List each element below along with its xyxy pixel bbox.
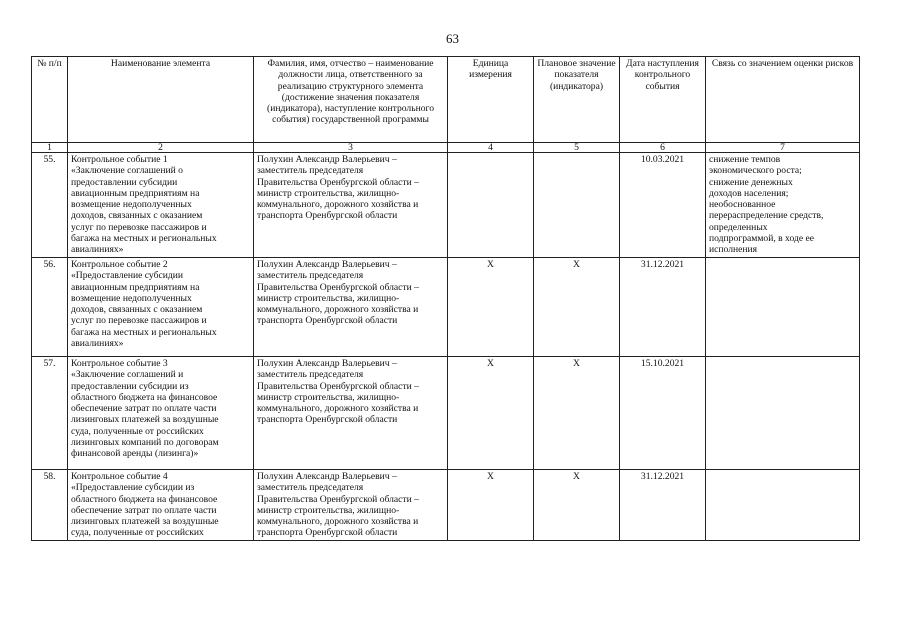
event-date-cell: 31.12.2021	[620, 258, 706, 357]
element-line: областного бюджета на финансовое	[71, 391, 218, 403]
element-line: «Заключение соглашений о	[71, 165, 183, 177]
header-risk: Связь со значением оценки рисков	[706, 57, 860, 143]
table-row	[32, 357, 860, 470]
risk-line: экономического роста;	[709, 165, 802, 177]
element-line: Контрольное событие 1	[71, 154, 168, 165]
element-line: Контрольное событие 2	[71, 259, 168, 270]
element-line: авиационным предприятиям на	[71, 187, 200, 199]
responsible-line: коммунального, дорожного хозяйства и	[257, 199, 419, 211]
element-line: «Предоставление субсидии из	[71, 482, 195, 494]
element-line: лизинговых компаний по договорам	[71, 437, 219, 449]
header-date: Дата наступления контрольного события	[620, 57, 706, 143]
element-line: багажа на местных и региональных	[71, 233, 217, 245]
element-name-cell	[68, 153, 254, 258]
element-line: предоставлении субсидии	[71, 176, 178, 188]
control-events-table	[31, 56, 860, 541]
element-line: «Предоставление субсидии	[71, 270, 183, 282]
responsible-line: Правительства Оренбургской области –	[257, 380, 419, 392]
responsible-line: министр строительства, жилищно-	[257, 187, 400, 199]
responsible-line: коммунального, дорожного хозяйства и	[257, 403, 419, 415]
element-line: авиационным предприятиям на	[71, 281, 200, 293]
element-line: суда, полученные от российских	[71, 425, 204, 437]
plan-value-cell: X	[534, 470, 620, 541]
header-plan: Плановое значение показателя (индикатора)	[534, 57, 620, 143]
table-row	[32, 470, 860, 541]
risk-link-cell	[706, 153, 860, 258]
unit-cell: X	[448, 357, 534, 470]
header-num: № п/п	[32, 57, 68, 143]
element-line: Контрольное событие 4	[71, 471, 168, 482]
event-date-cell: 15.10.2021	[620, 357, 706, 470]
responsible-line: коммунального, дорожного хозяйства и	[257, 304, 419, 316]
element-line: услуг по перевозке пассажиров и	[71, 221, 207, 233]
element-name-cell	[68, 258, 254, 357]
column-number: 5	[534, 143, 620, 153]
risk-link-cell	[706, 470, 860, 541]
element-line: доходов, связанных с оказанием	[71, 304, 203, 316]
element-line: суда, полученные от российских	[71, 527, 204, 539]
responsible-line: транспорта Оренбургской области	[257, 210, 398, 222]
event-date-cell: 31.12.2021	[620, 470, 706, 541]
element-line: обеспечение затрат по оплате части	[71, 403, 217, 415]
row-number: 56.	[32, 258, 68, 357]
responsible-line: министр строительства, жилищно-	[257, 292, 400, 304]
responsible-line: заместитель председателя	[257, 270, 364, 282]
element-name-cell	[68, 470, 254, 541]
responsible-line: транспорта Оренбургской области	[257, 527, 398, 539]
element-line: возмещение недополученных	[71, 292, 192, 304]
element-line: областного бюджета на финансовое	[71, 493, 218, 505]
risk-link-cell	[706, 357, 860, 470]
responsible-line: министр строительства, жилищно-	[257, 504, 400, 516]
column-number: 3	[254, 143, 448, 153]
row-number: 58.	[32, 470, 68, 541]
table-row	[32, 258, 860, 357]
risk-line: исполнения	[709, 244, 758, 256]
element-line: авиалиниях»	[71, 244, 124, 256]
responsible-line: транспорта Оренбургской области	[257, 315, 398, 327]
responsible-line: коммунального, дорожного хозяйства и	[257, 516, 419, 528]
column-number: 1	[32, 143, 68, 153]
element-line: авиалиниях»	[71, 338, 124, 350]
element-line: возмещение недополученных	[71, 199, 192, 211]
responsible-line: Полухин Александр Валерьевич –	[257, 259, 397, 270]
responsible-line: заместитель председателя	[257, 482, 364, 494]
element-line: багажа на местных и региональных	[71, 326, 217, 338]
risk-link-cell	[706, 258, 860, 357]
responsible-line: заместитель председателя	[257, 165, 364, 177]
responsible-line: Правительства Оренбургской области –	[257, 176, 419, 188]
risk-line: доходов населения;	[709, 187, 789, 199]
header-unit: Единица измерения	[448, 57, 534, 143]
unit-cell: X	[448, 258, 534, 357]
row-number: 57.	[32, 357, 68, 470]
element-line: лизинговых платежей за воздушные	[71, 516, 219, 528]
risk-line: определенных	[709, 221, 768, 233]
column-number: 4	[448, 143, 534, 153]
plan-value-cell	[534, 153, 620, 258]
element-line: Контрольное событие 3	[71, 358, 168, 369]
element-line: «Заключение соглашений и	[71, 369, 184, 381]
plan-value-cell: X	[534, 357, 620, 470]
column-number: 2	[68, 143, 254, 153]
header-responsible: Фамилия, имя, отчество – наименование должности лица, ответственного за реализацию структурного элемента (достижение значения показателя (индикатора), наступление контрольного события) государственной программы	[254, 57, 448, 143]
responsible-person-cell	[254, 258, 448, 357]
responsible-person-cell	[254, 357, 448, 470]
responsible-person-cell	[254, 153, 448, 258]
responsible-line: транспорта Оренбургской области	[257, 414, 398, 426]
element-line: услуг по перевозке пассажиров и	[71, 315, 207, 327]
responsible-line: заместитель председателя	[257, 369, 364, 381]
responsible-line: Полухин Александр Валерьевич –	[257, 471, 397, 482]
plan-value-cell: X	[534, 258, 620, 357]
row-number: 55.	[32, 153, 68, 258]
risk-line: снижение денежных	[709, 176, 793, 188]
element-line: лизинговых платежей за воздушные	[71, 414, 219, 426]
column-number: 6	[620, 143, 706, 153]
element-line: доходов, связанных с оказанием	[71, 210, 203, 222]
unit-cell	[448, 153, 534, 258]
risk-line: необоснованное	[709, 199, 776, 211]
column-number: 7	[706, 143, 860, 153]
event-date-cell: 10.03.2021	[620, 153, 706, 258]
header-element: Наименование элемента	[68, 57, 254, 143]
table-body	[32, 153, 860, 541]
responsible-line: Правительства Оренбургской области –	[257, 493, 419, 505]
responsible-line: Полухин Александр Валерьевич –	[257, 154, 397, 165]
table-row	[32, 153, 860, 258]
element-line: предоставлении субсидии из	[71, 380, 189, 392]
responsible-line: Полухин Александр Валерьевич –	[257, 358, 397, 369]
responsible-person-cell	[254, 470, 448, 541]
element-line: финансовой аренды (лизинга)»	[71, 448, 199, 460]
risk-line: перераспределение средств,	[709, 210, 824, 222]
risk-line: подпрограммой, в ходе ее	[709, 233, 815, 245]
responsible-line: Правительства Оренбургской области –	[257, 281, 419, 293]
page-number: 63	[446, 31, 459, 46]
responsible-line: министр строительства, жилищно-	[257, 391, 400, 403]
header-row	[32, 57, 860, 143]
element-line: обеспечение затрат по оплате части	[71, 504, 217, 516]
column-number-row	[32, 143, 860, 153]
risk-line: снижение темпов	[709, 154, 781, 165]
element-name-cell	[68, 357, 254, 470]
unit-cell: X	[448, 470, 534, 541]
